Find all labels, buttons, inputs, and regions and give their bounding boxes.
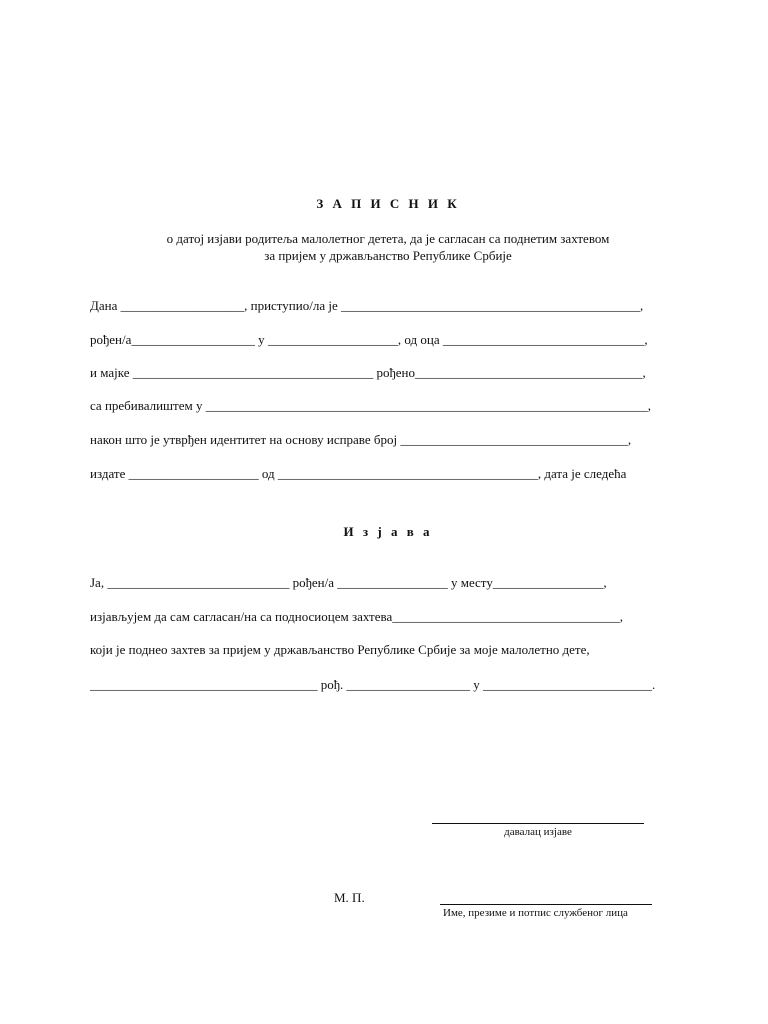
record-line-residence: са пребивалиштем у ____________________________________________________________________, [90, 398, 651, 413]
document-title: З А П И С Н И К [316, 196, 460, 211]
declarant-signature-line [432, 823, 644, 824]
declarant-signature-label: давалац изјаве [504, 826, 572, 838]
record-line-identity-document: након што је утврђен идентитет на основу исправе број ___________________________________, [90, 432, 632, 447]
record-line-issued: издате ____________________ од ________________________________________, дата је следећа [90, 466, 627, 481]
record-line-mother-born: и мајке _____________________________________ рођено___________________________________, [90, 365, 646, 380]
statement-line-application: који је поднео захтев за пријем у држављанство Републике Србије за моје малолетно дете, [90, 642, 590, 657]
statement-line-child: ___________________________________ рођ. ___________________ у __________________________. [90, 677, 656, 692]
record-line-date-person: Дана ___________________, приступио/ла је ______________________________________________, [90, 298, 644, 313]
official-signature-line [440, 904, 652, 905]
statement-line-consent: изјављујем да сам сагласан/на са подносиоцем захтева___________________________________, [90, 609, 623, 624]
statement-title: И з ј а в а [343, 524, 433, 539]
document-subtitle-line1: о датој изјави родитеља малолетног детета, да је сагласан са поднетим захтевом [166, 231, 610, 246]
stamp-placeholder: М. П. [334, 890, 365, 905]
record-line-birth-father: рођен/а___________________ у ____________________, од оца _______________________________, [90, 332, 648, 347]
document-subtitle-line2: за пријем у држављанство Републике Србије [264, 248, 512, 263]
official-signature-label: Име, презиме и потпис службеног лица [443, 907, 628, 919]
statement-line-declarant: Ја, ____________________________ рођен/а _________________ у месту_________________, [90, 575, 607, 590]
